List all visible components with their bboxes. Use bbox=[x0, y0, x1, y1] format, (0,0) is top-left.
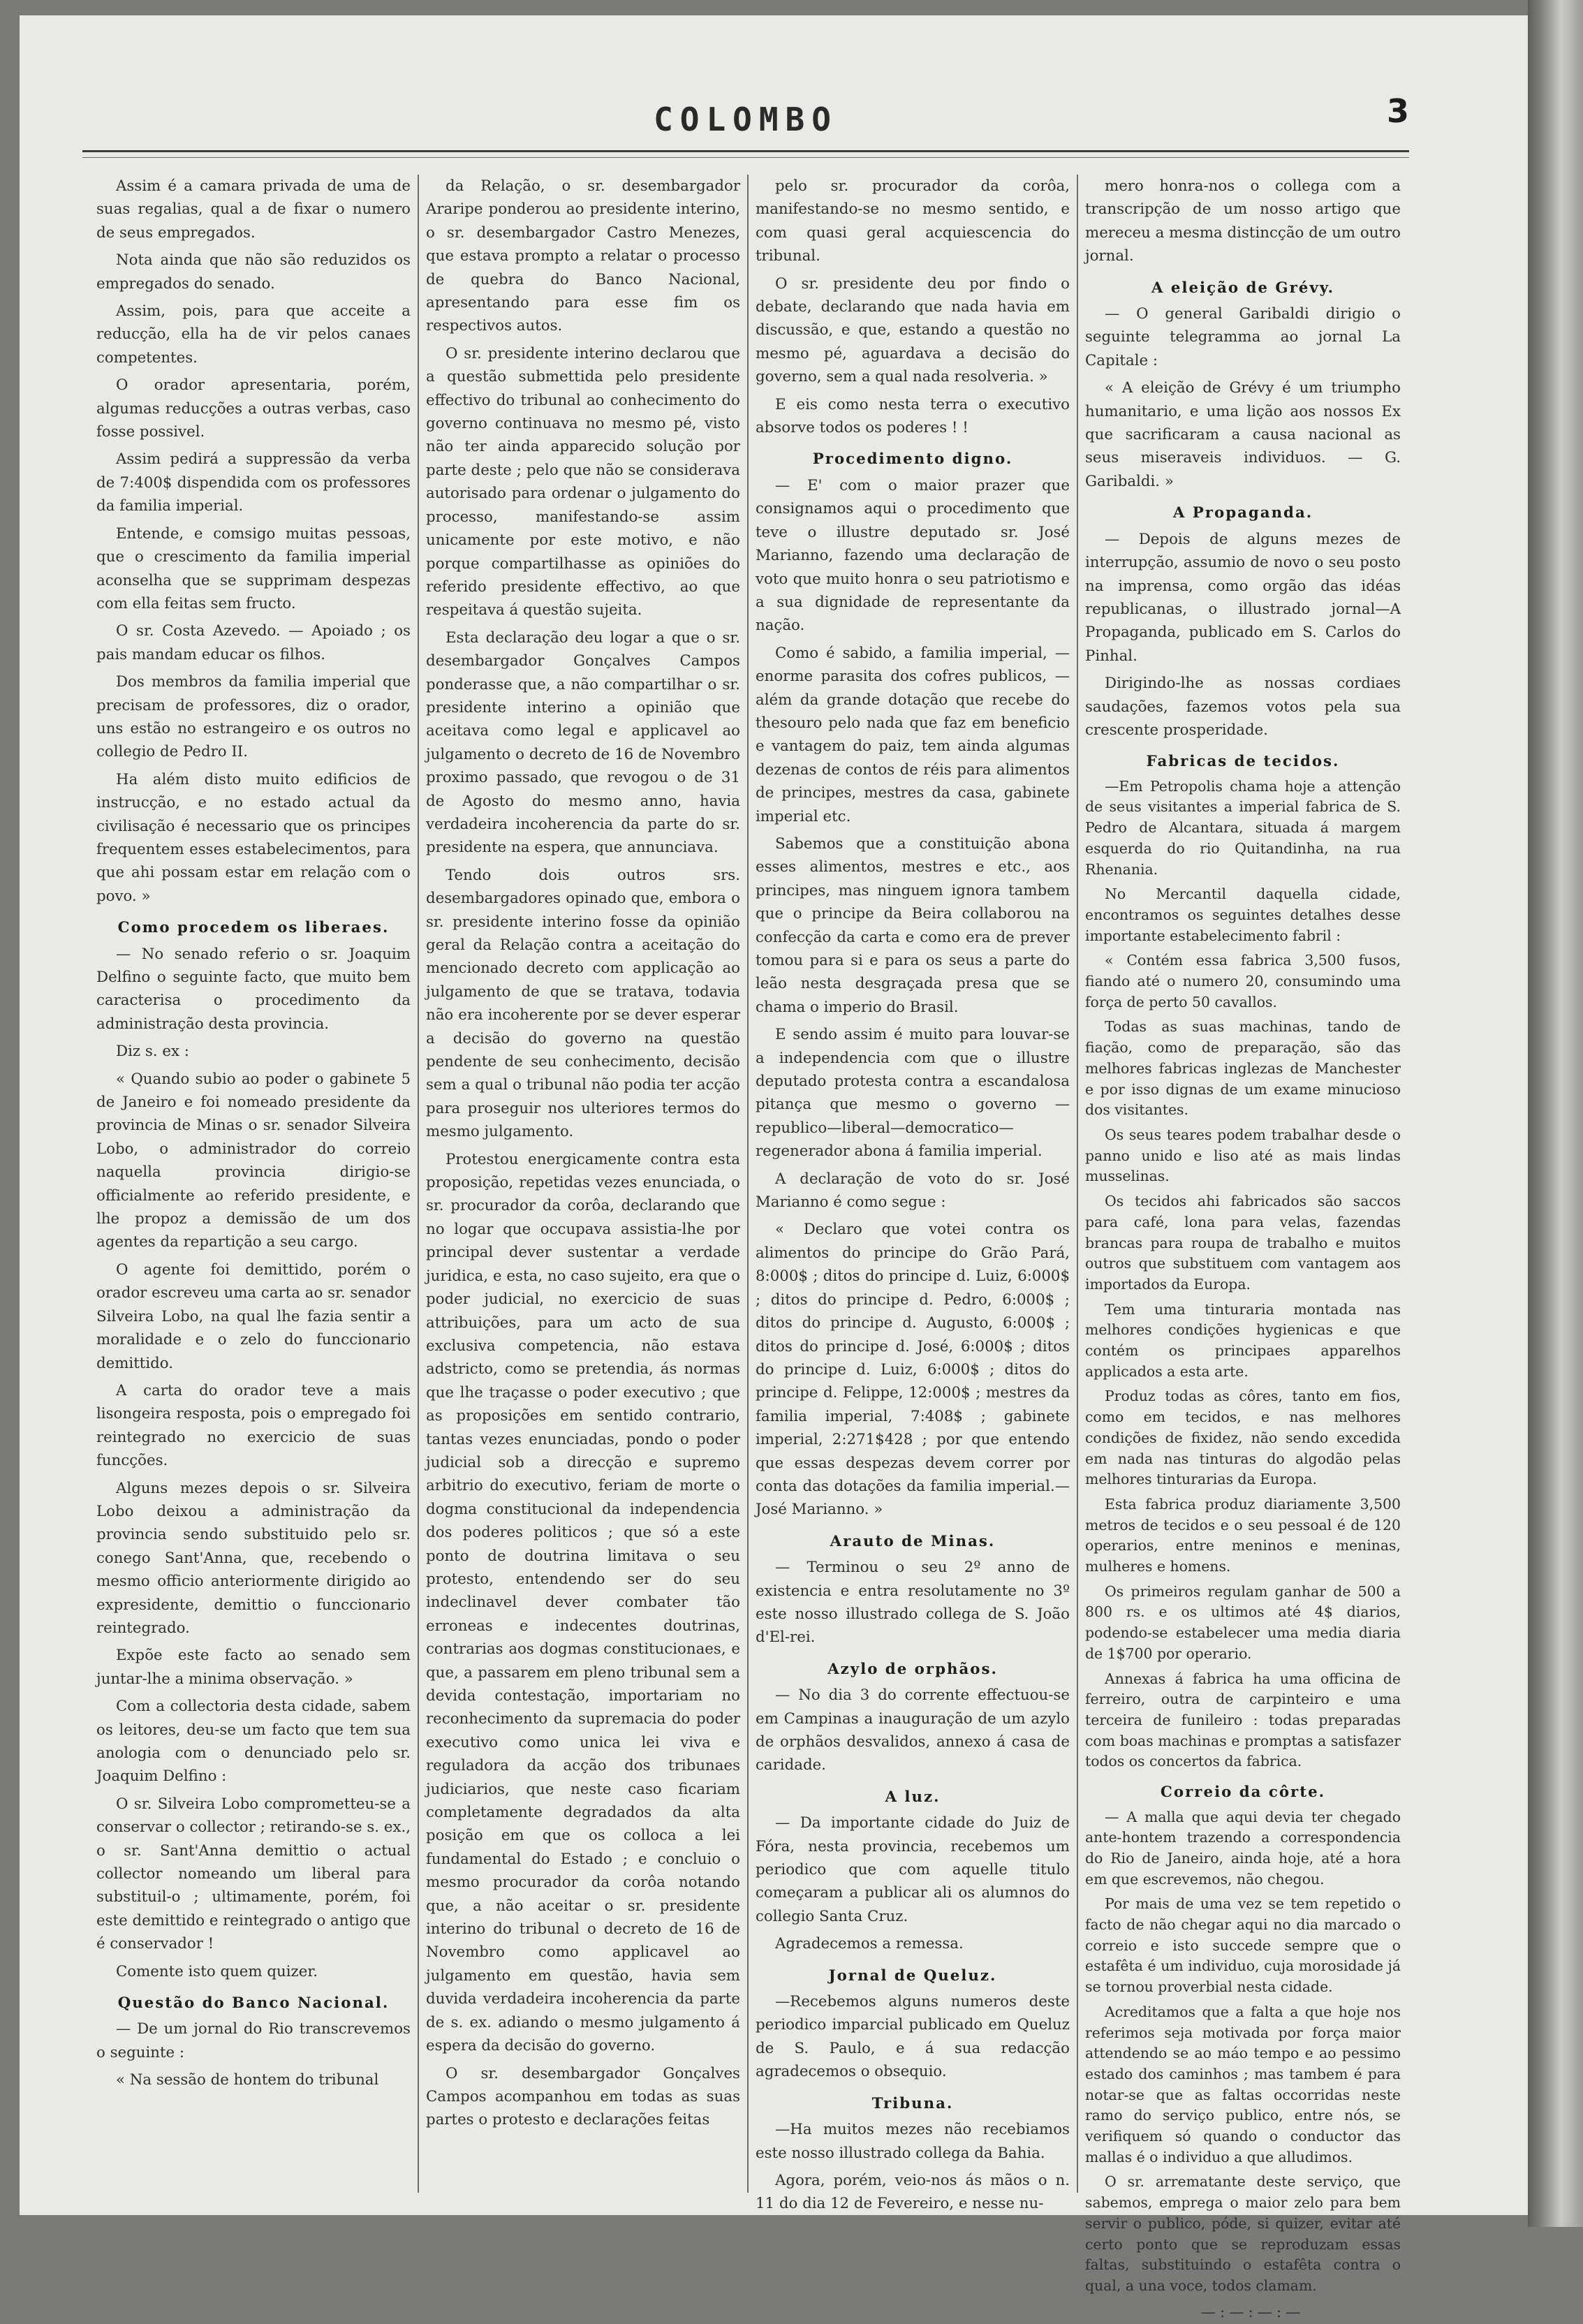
paragraph: Com a collectoria desta cidade, sabem os leitores, deu-se um facto que tem sua anologia com o denunciado pelo sr. Joaquim Delfino : bbox=[96, 1698, 411, 1786]
paragraph: Diz s. ex : bbox=[116, 1043, 189, 1061]
paragraph: Produz todas as côres, tanto em fios, como em tecidos, e nas melhores condições de fixidez, não sendo excedida em nada nas tinturas do algodão pelas melhores tinturarias da Europa. bbox=[1085, 1388, 1401, 1488]
paragraph: E eis como nesta terra o executivo absorve todos os poderes ! ! bbox=[756, 395, 1070, 437]
paragraph: Assim, pois, para que acceite a reducção, ella ha de vir pelos canaes competentes. bbox=[96, 302, 411, 367]
paragraph: Assim é a camara privada de uma de suas regalias, qual a de fixar o numero de seus empregados. bbox=[96, 177, 411, 242]
article-heading: Azylo de orphãos. bbox=[827, 1660, 998, 1678]
paragraph: Annexas á fabrica ha uma officina de ferreiro, outra de carpinteiro e uma terceira de funileiro : todas preparadas com boas machinas e promptas a satisfazer todos os concertos da fabrica. bbox=[1085, 1670, 1401, 1770]
paragraph: Tem uma tinturaria montada nas melhores condições hygienicas e que contém os principaes apparelhos applicados a esta arte. bbox=[1085, 1300, 1401, 1380]
paragraph: A declaração de voto do sr. José Marianno é como segue : bbox=[756, 1170, 1070, 1212]
paragraph: Os primeiros regulam ganhar de 500 a 800 rs. e os ultimos até 4$ diarios, podendo-se estabelecer uma media diaria de 1$700 por operario. bbox=[1085, 1582, 1401, 1662]
paragraph: O sr. Costa Azevedo. — Apoiado ; os pais mandam educar os filhos. bbox=[96, 622, 411, 663]
paragraph: Todas as suas machinas, tando de fiação, como de preparação, são das melhores fabricas inglezas de Manchester e por isso dignas de um exame minucioso dos visitantes. bbox=[1085, 1018, 1401, 1119]
paragraph: O sr. desembargador Gonçalves Campos acompanhou em todas as suas partes o protesto e declarações feitas bbox=[426, 2064, 740, 2129]
paragraph: Dos membros da familia imperial que precisam de professores, diz o orador, uns estão no estrangeiro e os outros no collegio de Pedro II. bbox=[96, 673, 411, 761]
paragraph: Agradecemos a remessa. bbox=[775, 1935, 964, 1953]
paragraph: — Da importante cidade do Juiz de Fóra, nesta provincia, recebemos um periodico que com aquelle titulo começaram a publicar ali os alumnos do collegio Santa Cruz. bbox=[756, 1814, 1070, 1925]
paragraph: mero honra-nos o collega com a transcripção de um nosso artigo que mereceu a mesma distincção de um outro jornal. bbox=[1085, 177, 1401, 265]
paragraph: —Ha muitos mezes não recebiamos este nosso illustrado collega da Bahia. bbox=[756, 2121, 1070, 2162]
paragraph: Ha além disto muito edificios de instrucção, e no estado actual da civilisação é necessario que os principes frequentem esses estabelecimentos, para que ahi possam estar em relação com o povo. » bbox=[96, 770, 411, 905]
article-heading: Como procedem os liberaes. bbox=[117, 919, 390, 937]
paragraph: « A eleição de Grévy é um triumpho humanitario, e uma lição aos nossos Ex que sacrificaram a causa nacional as seus miseraveis individuos. — G. Garibaldi. » bbox=[1085, 379, 1401, 490]
article-heading: Procedimento digno. bbox=[812, 450, 1013, 469]
paragraph: Alguns mezes depois o sr. Silveira Lobo deixou a administração da provincia sendo substituido pelo sr. conego Sant'Anna, que, recebendo o mesmo officio anteriormente dirigido ao expresidente, demittio o funccionario reintegrado. bbox=[96, 1479, 411, 1637]
paragraph: « Quando subio ao poder o gabinete 5 de Janeiro e foi nomeado presidente da provincia de Minas o sr. senador Silveira Lobo, o administrador do correio naquella provincia dirigio-se officialmente ao referido presidente, e lhe propoz a demissão de um dos agentes da repartição a seu cargo. bbox=[96, 1070, 411, 1251]
paragraph: « Declaro que votei contra os alimentos do principe do Grão Pará, 8:000$ ; ditos do principe d. Luiz, 6:000$ ; ditos do principe d. Pedro, 6:000$ ; ditos do principe d. Augusto, 6:000$ ; ditos do principe d. José, 6:000$ ; ditos do principe d. Luiz, 6:000$ ; ditos do principe d. Felippe, 12:000$ ; mestres da familia imperial, 7:408$ ; gabinete imperial, 2:271$428 ; por que entendo que essas despezas devem correr por conta das dotações da familia imperial.—José Marianno. » bbox=[756, 1221, 1070, 1519]
paragraph: — E' com o maior prazer que consignamos aqui o procedimento que teve o illustre deputado sr. José Marianno, fazendo uma declaração de voto que muito honra o seu patriotismo e a sua dignidade de representante da nação. bbox=[756, 476, 1070, 635]
page-edge bbox=[1528, 0, 1583, 2227]
paragraph: O orador apresentaria, porém, algumas reducções a outras verbas, caso fosse possivel. bbox=[96, 376, 411, 441]
column-2 bbox=[419, 175, 749, 2193]
paragraph: Dirigindo-lhe as nossas cordiaes saudações, fazemos votos pela sua crescente prosperidade. bbox=[1085, 675, 1401, 739]
article-heading: A luz. bbox=[885, 1788, 941, 1806]
end-mark: —:—:—:— bbox=[1200, 2303, 1305, 2321]
paragraph: O sr. arrematante deste serviço, que sabemos, emprega o maior zelo para bem servir o publico, póde, si quizer, evitar até certo ponto que se reproduzam essas faltas, substituindo o estafêta contra o qual, a una voce, todos clamam. bbox=[1085, 2173, 1401, 2294]
columns bbox=[89, 175, 1409, 2321]
article-heading: A eleição de Grévy. bbox=[1151, 279, 1335, 297]
paragraph: — Depois de alguns mezes de interrupção, assumio de novo o seu posto na imprensa, como orgão das idéas republicanas, o illustrado jornal—A Propaganda, publicado em S. Carlos do Pinhal. bbox=[1085, 530, 1401, 665]
paragraph: Agora, porém, veio-nos ás mãos o n. 11 do dia 12 de Fevereiro, e nesse nu- bbox=[756, 2171, 1070, 2213]
paragraph: Comente isto quem quizer. bbox=[116, 1962, 318, 1980]
paragraph: Tendo dois outros srs. desembargadores opinado que, embora o sr. presidente interino fosse da opinião geral da Relação contra a aceitação do mencionado decreto com applicação ao julgamento de que se tratava, todavia não era incoherente por se dever esperar a decisão do governo na questão pendente de seu conhecimento, decisão sem a qual o tribunal não podia ter acção para proseguir nos ulteriores termos do mesmo julgamento. bbox=[426, 866, 740, 1141]
paragraph: Os seus teares podem trabalhar desde o panno unido e liso até as mais lindas musselinas. bbox=[1085, 1126, 1401, 1185]
paragraph: Assim pedirá a suppressão da verba de 7:400$ dispendida com os professores da familia imperial. bbox=[96, 450, 411, 515]
paragraph: — No dia 3 do corrente effectuou-se em Campinas a inauguração de um azylo de orphãos desvalidos, annexo á casa de caridade. bbox=[756, 1686, 1070, 1774]
paragraph: — A malla que aqui devia ter chegado ante-hontem trazendo a correspondencia do Rio de Janeiro, ainda hoje, até a hora em que escrevemos, não chegou. bbox=[1085, 1808, 1401, 1888]
paragraph: Por mais de uma vez se tem repetido o facto de não chegar aqui no dia marcado o correio e isto succede sempre que o estafêta é um individuo, cuja morosidade já se tornou proverbial nesta cidade. bbox=[1085, 1895, 1401, 1996]
paragraph: —Em Petropolis chama hoje a attenção de seus visitantes a imperial fabrica de S. Pedro de Alcantara, situada á margem esquerda do rio Quitandinha, na rua Rhenania. bbox=[1085, 777, 1401, 878]
paragraph: Nota ainda que não são reduzidos os empregados do senado. bbox=[96, 251, 411, 293]
column-1 bbox=[89, 175, 419, 2193]
paragraph: — O general Garibaldi dirigio o seguinte telegramma ao jornal La Capitale : bbox=[1085, 305, 1401, 369]
paragraph: Os tecidos ahi fabricados são saccos para café, lona para velas, fazendas brancas para roupa de trabalho e muitos outros que substituem com vantagem aos importados da Europa. bbox=[1085, 1193, 1401, 1293]
paragraph: O sr. presidente deu por findo o debate, declarando que nada havia em discussão, e que, estando a questão no mesmo pé, aguardava a decisão do governo, sem a qual nada resolveria. » bbox=[756, 274, 1070, 386]
column-3 bbox=[749, 175, 1078, 2213]
paragraph: « Na sessão de hontem do tribunal bbox=[116, 2071, 379, 2089]
paragraph: — De um jornal do Rio transcrevemos o seguinte : bbox=[96, 2020, 411, 2061]
newspaper-page bbox=[20, 15, 1528, 2321]
page-number: 3 bbox=[1386, 92, 1409, 130]
paragraph: E sendo assim é muito para louvar-se a independencia com que o illustre deputado protesta contra a escandalosa pitança que mesmo o governo — republico—liberal—democratico—regenerador abona á familia imperial. bbox=[756, 1026, 1070, 1161]
article-heading: Questão do Banco Nacional. bbox=[117, 1994, 390, 2013]
paragraph: A carta do orador teve a mais lisongeira resposta, pois o empregado foi reintegrado no exercicio de suas funcções. bbox=[96, 1381, 411, 1470]
paragraph: Sabemos que a constituição abona esses alimentos, mestres e etc., aos principes, mas ninguem ignora tambem que o principe da Beira collaborou na confecção da carta e como era de prever tomou para si e para os seus a parte do leão nesta desgraçada presa que se chama o imperio do Brasil. bbox=[756, 834, 1070, 1016]
column-4 bbox=[1078, 175, 1408, 2321]
paragraph: Acreditamos que a falta a que hoje nos referimos seja motivada por força maior attendendo se ao máo tempo e ao pessimo estado dos caminhos ; mas tambem é para notar-se que as faltas occorridas neste ramo do serviço publico, entre nós, se verifiquem só quando o conductor das mallas é o individuo a que alludimos. bbox=[1085, 2003, 1401, 2165]
paragraph: da Relação, o sr. desembargador Araripe ponderou ao presidente interino, o sr. desembargador Castro Menezes, que estava prompto a relatar o processo de quebra do Banco Nacional, apresentando para esse fim os respectivos autos. bbox=[426, 177, 740, 335]
article-heading: Jornal de Queluz. bbox=[828, 1966, 997, 1985]
paragraph: — Terminou o seu 2º anno de existencia e entra resolutamente no 3º este nosso illustrado collega de S. João d'El-rei. bbox=[756, 1559, 1070, 1647]
paragraph: Esta fabrica produz diariamente 3,500 metros de tecidos e o seu pessoal é de 120 operarios, entre meninos e meninas, mulheres e homens. bbox=[1085, 1495, 1401, 1575]
paragraph: No Mercantil daquella cidade, encontramos os seguintes detalhes desse importante estabelecimento fabril : bbox=[1085, 885, 1401, 944]
masthead-rule bbox=[82, 150, 1409, 158]
paragraph: Protestou energicamente contra esta proposição, repetidas vezes enunciada, o sr. procurador da corôa, declarando que no logar que occupava assistia-lhe por principal dever sustentar a verdade juridica, e esta, no caso sujeito, era que o poder judicial, no exercicio de suas attribuições, para um acto de sua exclusiva competencia, não estava adstricto, como se pretendia, ás normas que lhe traçasse o poder executivo ; que as proposições em sentido contrario, tantas vezes enunciadas, pondo o poder judicial sob a direcção e supremo arbitrio do executivo, feriam de morte o dogma constitucional da independencia dos poderes politicos ; que só a este ponto de doutrina limitava o seu protesto, entendendo ser do seu indeclinavel dever combater tão erroneas e indecentes doutrinas, contrarias aos dogmas constitucionaes, e que, a passarem em pleno tribunal sem a devida contestação, importariam no reconhecimento da supremacia do poder executivo como unica lei viva e reguladora da acção dos tribunaes judiciarios, que neste caso ficariam completamente degradados da alta posição em que os colloca a lei fundamental do Estado ; e concluio o mesmo procurador da corôa notando que, a não aceitar o sr. presidente interino do tribunal o decreto de 16 de Novembro como applicavel ao julgamento em questão, havia sem duvida verdadeira incoherencia da parte de s. ex. adiando o mesmo julgamento á espera da decisão do governo. bbox=[426, 1150, 740, 2055]
article-heading: A Propaganda. bbox=[1172, 504, 1313, 522]
paragraph: O sr. Silveira Lobo comprometteu-se a conservar o collector ; retirando-se s. ex., o sr. Sant'Anna demittio o actual collector nomeando um liberal para substituil-o ; ultimamente, porém, foi este demittido e reintegrado o antigo que é conservador ! bbox=[96, 1795, 411, 1953]
article-heading: Correio da côrte. bbox=[1160, 1784, 1326, 1802]
paragraph: O agente foi demittido, porém o orador escreveu uma carta ao sr. senador Silveira Lobo, na qual lhe fazia sentir a moralidade e o zelo do funccionario demittido. bbox=[96, 1260, 411, 1372]
masthead bbox=[82, 92, 1409, 148]
article-heading: Tribuna. bbox=[871, 2094, 954, 2112]
newspaper-title: COLOMBO bbox=[654, 101, 838, 138]
paragraph: Expõe este facto ao senado sem juntar-lhe a minima observação. » bbox=[96, 1647, 411, 1688]
paragraph: Entende, e comsigo muitas pessoas, que o crescimento da familia imperial aconselha que se supprimam despezas com ella feitas sem fructo. bbox=[96, 524, 411, 612]
paragraph: — No senado referio o sr. Joaquim Delfino o seguinte facto, que muito bem caracterisa o procedimento da administração desta provincia. bbox=[96, 945, 411, 1033]
paragraph: Esta declaração deu logar a que o sr. desembargador Gonçalves Campos ponderasse que, a não compartilhar o sr. presidente interino a opinião que aceitava como legal e applicavel ao julgamento o decreto de 16 de Novembro proximo passado, que revogou o de 31 de Agosto do mesmo anno, havia verdadeira incoherencia da parte do sr. presidente na espera, que annunciava. bbox=[426, 628, 740, 857]
paragraph: O sr. presidente interino declarou que a questão submettida pelo presidente effectivo do tribunal ao conhecimento do governo continuava no mesmo pé, visto não ter ainda apparecido solução por parte deste ; pelo que não se considerava autorisado para ordenar o julgamento do processo, manifestando-se assim unicamente por este motivo, e não porque compartilhasse as opiniões do referido presidente effectivo, ao que respeitava á questão sujeita. bbox=[426, 344, 740, 619]
paragraph: « Contém essa fabrica 3,500 fusos, fiando até o numero 20, consumindo uma força de perto 50 cavallos. bbox=[1085, 952, 1401, 1010]
paragraph: pelo sr. procurador da corôa, manifestando-se no mesmo sentido, e com quasi geral acquiescencia do tribunal. bbox=[756, 177, 1070, 265]
paragraph: —Recebemos alguns numeros deste periodico imparcial publicado em Queluz de S. Paulo, e á sua redacção agradecemos o obsequio. bbox=[756, 1993, 1070, 2081]
article-heading: Fabricas de tecidos. bbox=[1146, 753, 1340, 771]
paragraph: Como é sabido, a familia imperial, — enorme parasita dos cofres publicos, — além da grande dotação que recebe do thesouro pelo nada que faz em beneficio e vantagem do paiz, tem ainda algumas dezenas de contos de réis para alimentos de principes, mestres da casa, gabinete imperial etc. bbox=[756, 644, 1070, 825]
article-heading: Arauto de Minas. bbox=[830, 1532, 996, 1550]
